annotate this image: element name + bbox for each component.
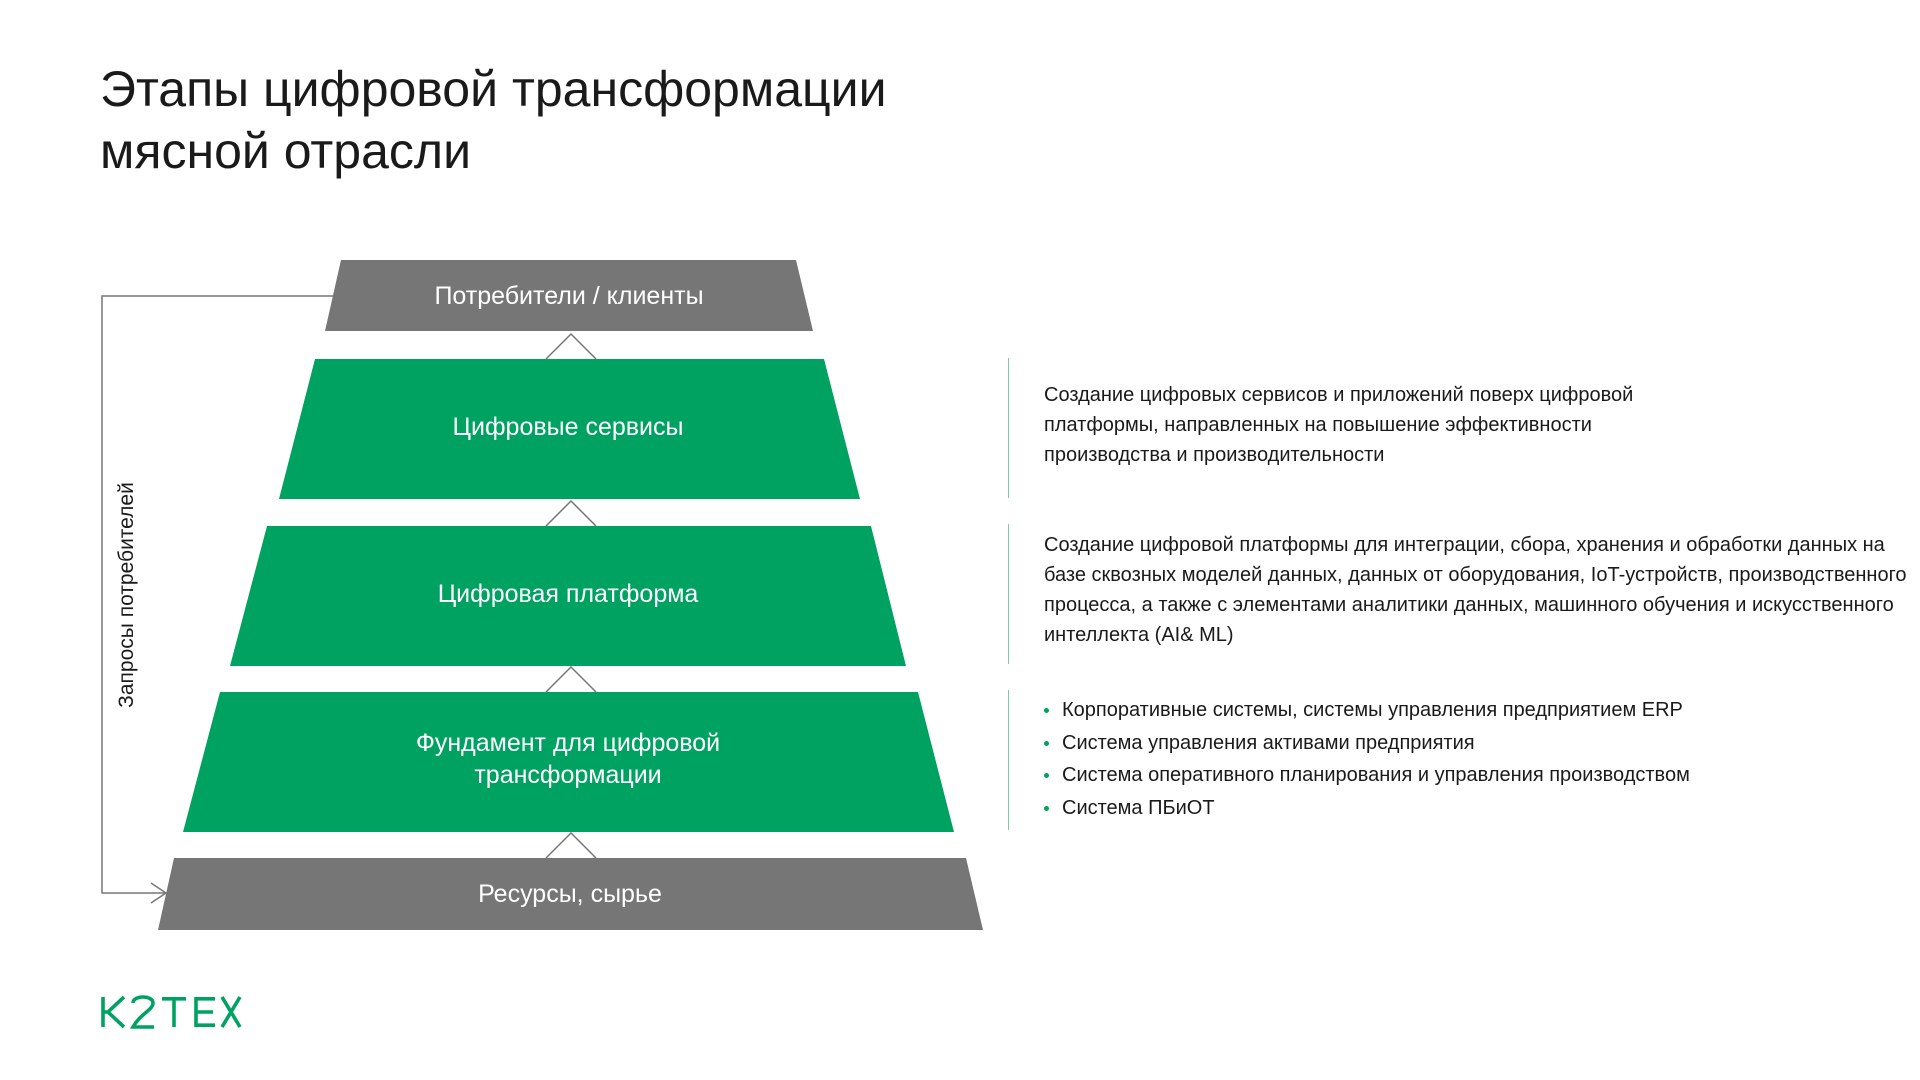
list-item: Система оперативного планирования и управления производством <box>1044 759 1864 792</box>
description-foundation <box>1008 690 1864 830</box>
tier-resources-label: Ресурсы, сырье <box>478 880 662 908</box>
title-line-1: Этапы цифровой трансформации <box>100 61 887 117</box>
title-line-2: мясной отрасли <box>100 123 472 179</box>
description-digital-platform <box>1008 524 1920 664</box>
tier-services-label: Цифровые сервисы <box>452 413 684 441</box>
tier-digital-services <box>279 359 860 499</box>
tier-foundation-label-line-1: Фундамент для цифровой <box>415 729 721 757</box>
description-digital-services <box>1008 358 1724 498</box>
feedback-label: Запросы потребителей <box>115 482 138 708</box>
tier-resources <box>158 858 983 930</box>
foundation-list <box>1044 690 1864 824</box>
list-item: Система управления активами предприятия <box>1044 727 1864 760</box>
tier-consumers <box>325 260 813 331</box>
description-services-text: Создание цифровых сервисов и приложений поверх цифровой платформы, направленных на повышение эффективности производства и производительности <box>1044 384 1634 466</box>
list-item: Корпоративные системы, системы управления предприятием ERP <box>1044 694 1864 727</box>
chevron-up-icon <box>546 501 596 526</box>
k2tex-logo <box>100 994 260 1030</box>
description-platform-text: Создание цифровой платформы для интеграции, сбора, хранения и обработки данных на базе сквозных моделей данных, данных от оборудования, IoT-устройств, производственного процесса, а также с элементами аналитики данных, машинного обучения и искусственного интеллекта (AI& ML) <box>1044 534 1907 646</box>
tier-foundation-label-line-2: трансформации <box>474 761 662 789</box>
tier-consumers-label: Потребители / клиенты <box>434 282 704 310</box>
chevron-up-icon <box>546 833 596 858</box>
tier-foundation <box>183 692 954 832</box>
tier-platform-label: Цифровая платформа <box>437 580 699 608</box>
tier-digital-platform <box>230 526 906 666</box>
chevron-up-icon <box>546 334 596 359</box>
list-item: Система ПБиОТ <box>1044 792 1864 825</box>
chevron-up-icon <box>546 667 596 692</box>
